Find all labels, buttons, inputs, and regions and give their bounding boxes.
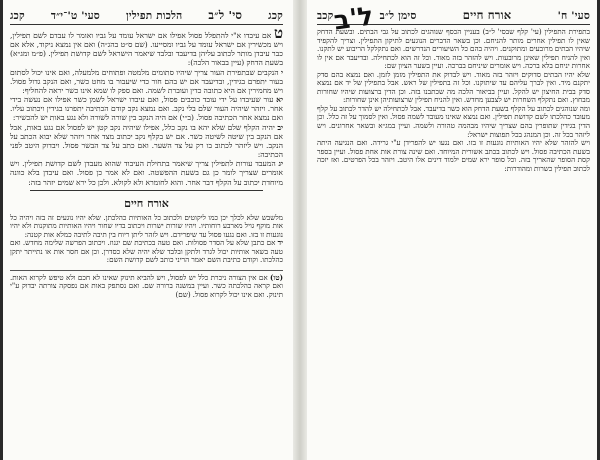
left-page-number: קכג (268, 10, 283, 22)
notes-text: אם אין הצורה ניכרת כלל יש לפסול, ויש להביא תינוק שאינו לא חכם ולא טיפש לקרוא האות. ואם קראה כהלכתה כשר. ועיין במשנה ברורה שם. ואם נסתפק באות אם נפסקה צורתה יבדוק ע"י תינוק. ואם אינו יכול לקרוא פסול. (שם) (10, 272, 283, 300)
left-running-head (10, 8, 283, 25)
left-paragraph-2 (10, 68, 283, 95)
notes-lead: (טו) (270, 272, 283, 282)
right-paragraph-4 (317, 139, 590, 173)
right-range: סעי' ח' (557, 10, 590, 22)
paragraph-lead: יב (277, 122, 283, 132)
left-notes (10, 270, 283, 300)
paragraph-lead: יא (276, 95, 283, 105)
left-paragraph-7 (10, 239, 283, 265)
paragraph-text: שלא יהיו הבתים סדוקים ויזהר בזה מאוד. ויש לבדוק את התפילין מזמן לזמן. ואם נמצא בהם סדק יתקנם מיד. ואין לברך עליהם עד שיתוקנו. וכל זה בתפילין של ראש. אבל בתפילין של יד אם נמצא סדק בבית החיצון יש להקל. ועיין בביאור הלכה מה שכתבנו בזה. וכן הדין ברצועות שיהיו שחורות מבחוץ. ואם נתקלף השחרות יש לצבען מחדש. ואין להניח תפילין שרצועותיהן אינן שחורות: (317, 69, 590, 105)
left-paragraph-6 (10, 214, 283, 240)
scan-edge-left (0, 0, 3, 460)
handwritten-mark: ל'ב (332, 1, 376, 37)
right-paragraph-1 (317, 28, 590, 71)
paragraph-text: ומה שנוהגים לכתוב על הקלף בשעת הדחק הוא כשר בדיעבד. אבל לכתחילה יש להדר לכתוב על קלף מעובד כהלכתו לשם קדושת תפילין. ואם נמצא שאינו מעובד לשמה פסול. ואין לסמוך על זה כלל. וכן הדין בגידין שתופרין בהם שצריך שיהיו מבהמה טהורה ולשמה. ועיין במג״א ובשאר אחרונים. ויש ליזהר בכל זה. וכן המנהג בכל תפוצות ישראל: (317, 103, 590, 139)
left-section: סי' ל״ב (208, 8, 243, 22)
left-range: סעי' ט'־י״ד (50, 10, 100, 22)
left-paragraph-4 (10, 123, 283, 160)
paragraph-text: ויש להזהר שלא יהיו האותיות נוגעות זו בזו. ואם נגעו יש להפרידן ע"י גרידה. ואם הנגיעה היתה בשעת הכתיבה פסול. ויש לכתוב בכתב אשורית המיוחד. ואם שינה צורת אות אחת פסול. ועיין בספר קסת הסופר שהאריך בזה. וכל סופר ירא שמים ילמוד דינים אלו היטב. ויזהר בכל הפרטים. ואז יזכה לכתוב תפילין כשרות ומהודרות: (317, 138, 590, 173)
paragraph-lead: י (281, 67, 283, 77)
left-title: הלכות תפילין (125, 10, 183, 22)
paragraph-text: המעבד עורות לתפילין צריך שיאמר בתחילת העיבוד שהוא מעבדן לשם קדושת תפילין. ויש אומרים שצריך לומר כן גם בשעת ההפשטה. ואם לא אמר כן פסול. ואם עיבדן בלא כוונה מיוחדת יכתוב על הקלף דבר אחר. והוא לחומרא ולא לקולא. ולכן כל ירא שמים יזהר בזה: (10, 159, 283, 187)
notes-paragraph (10, 274, 283, 300)
section-divider-title: אורח חיים (124, 196, 169, 210)
left-page-number-2: קכג (10, 10, 25, 22)
paragraph-lead: יג (278, 159, 283, 169)
section-divider-line (30, 190, 263, 191)
paragraph-lead: ט (273, 24, 283, 42)
paragraph-text: מלשבש שלא לכלך יכן כמו ליקוטים ולכתוב כל האותיות כהלכתן. שלא יהיו נוגעים זה בזה ויהיה כל אות מוקף גויל מארבע רוחותיו. ויהיו שורות ישרות ויכתוב בדיו שחור ויהיו האותיות מתוקנות ולא יהיו נוגעות זו בזו. ואם נגעו פסול עד שיפרידם. ויש לזהר ליתן ריוח בין תיבה לתיבה כמלא אות קטנה: (10, 212, 283, 239)
right-page (309, 6, 596, 454)
book-gutter (293, 0, 307, 460)
left-paragraph-5 (10, 159, 283, 186)
right-title: אורח חיים (462, 8, 512, 22)
paragraph-text: יהיה הקלף שלם שלא יהא בו נקב כלל, אפילו שיהיה נקב קטן יש לפסול אם נגע באות, אבל אם הנקב בין שיטה לשיטה כשר. אם יש בקלף נקב יכתוב מצד אחר ויזהר שלא יבוא הכתב על הנקב. ויש ליזהר לכתוב בו רק על צד השער. ואם כתב על צד הבשר פסול. ויבדוק היטב לפני הכתיבה: (10, 122, 283, 160)
left-paragraph-1 (10, 24, 283, 68)
right-section: סימן ל״ב (379, 10, 417, 22)
right-paragraph-2 (317, 71, 590, 105)
left-page (4, 6, 291, 454)
paragraph-text: בתפירת התפילין (עי' קלף שבסי' ל״ב) בעניין הכסף שנוהגים לכתוב על גבי הבתים. ובשעת הדחק שאין לו תפילין אחרים מותר להניחם. וכן בשאר הדברים הנוגעים לתיקון התפילין. וצריך להקפיד שיהיו הבתים מרובעים ומתוקנים. ויהיה בהם כל השיעורים הנדרשים. ואם נתקלקל הריבוע יש לתקנו. ואין להניח תפילין שאינן מרובעות. ויש להזהר בזה מאוד. וכל זה הוא לכתחילה. ובדיעבד אם אין לו אחרות יניחם בלא ברכה. ויש אומרים שיניחם בברכה. ועיין בשער הציון שם: (317, 27, 590, 71)
paragraph-text: אם עיבדו א"י להתפלל פסול אפילו אם ישראל עומד על גביו ואומר לו עבדם לשם תפילין, ויש מכשירין אם ישראל עומד על גביו ומסייעו. (שם ס״ט בהג״ה) ואם אין נמצא ניקוד, אלא אם כבר עיבדן מותר לכתוב עליהן בדיעבד ובלבד שיאמר הישראל לשם קדושת תפילין. (פ״מ ומג״א) בשעת הדחק (עיין בבאור הלכה): (10, 31, 283, 68)
paragraph-text: אם כתבן שלא על הסדר פסולות. ואם טעה בכתיבת שם יגנוז. ויכתוב הפרשה שלימה מחדש. ואם טעה בשאר אותיות יכול לגרד ולתקן ובלבד שלא יהיה שלא כסדרן. וכן אם חסר אות או נתייתר יתקן כהלכתו. וקודם כתיבת השם יאמר הריני כותב לשם קדושת השם: (10, 238, 283, 265)
paragraph-lead: יד (277, 238, 283, 248)
right-paragraph-3 (317, 105, 590, 139)
left-paragraph-3 (10, 95, 283, 122)
paragraph-text: עור שעיבדו על ידי עובד כוכבים פסול, ואם עיבדו ישראל לשמן כשר אפילו אם נעשה בידי אחר. ויזהר שיהיה העור שלם בלי נקב. ואם נמצא נקב קודם הכתיבה יתפרנו בגידין ויכתוב עליו. ואם נמצא אחר הכתיבה פסול. (ב״י) אם היה הנקב בין שורה לשורה ולא נגע באות יש להכשיר: (10, 95, 283, 123)
right-page-number: קכב (317, 10, 334, 22)
paragraph-text: הנקבים שבתפירת העור צריך שיהיו סתומים מלמטה ופתוחים מלמעלה, ואם אינו יכול לסתום בעור יתפרם בגידין, ובדיעבד אם יש בהם חור כדי שיעבור בו מחט כשר, ואם הנקב גדול פסול. ויש מחמירין אם היא כתובה כדין ועוברת לשמה. ואם ספק לו שמא אינו כשר יראה להחליף: (10, 67, 283, 95)
